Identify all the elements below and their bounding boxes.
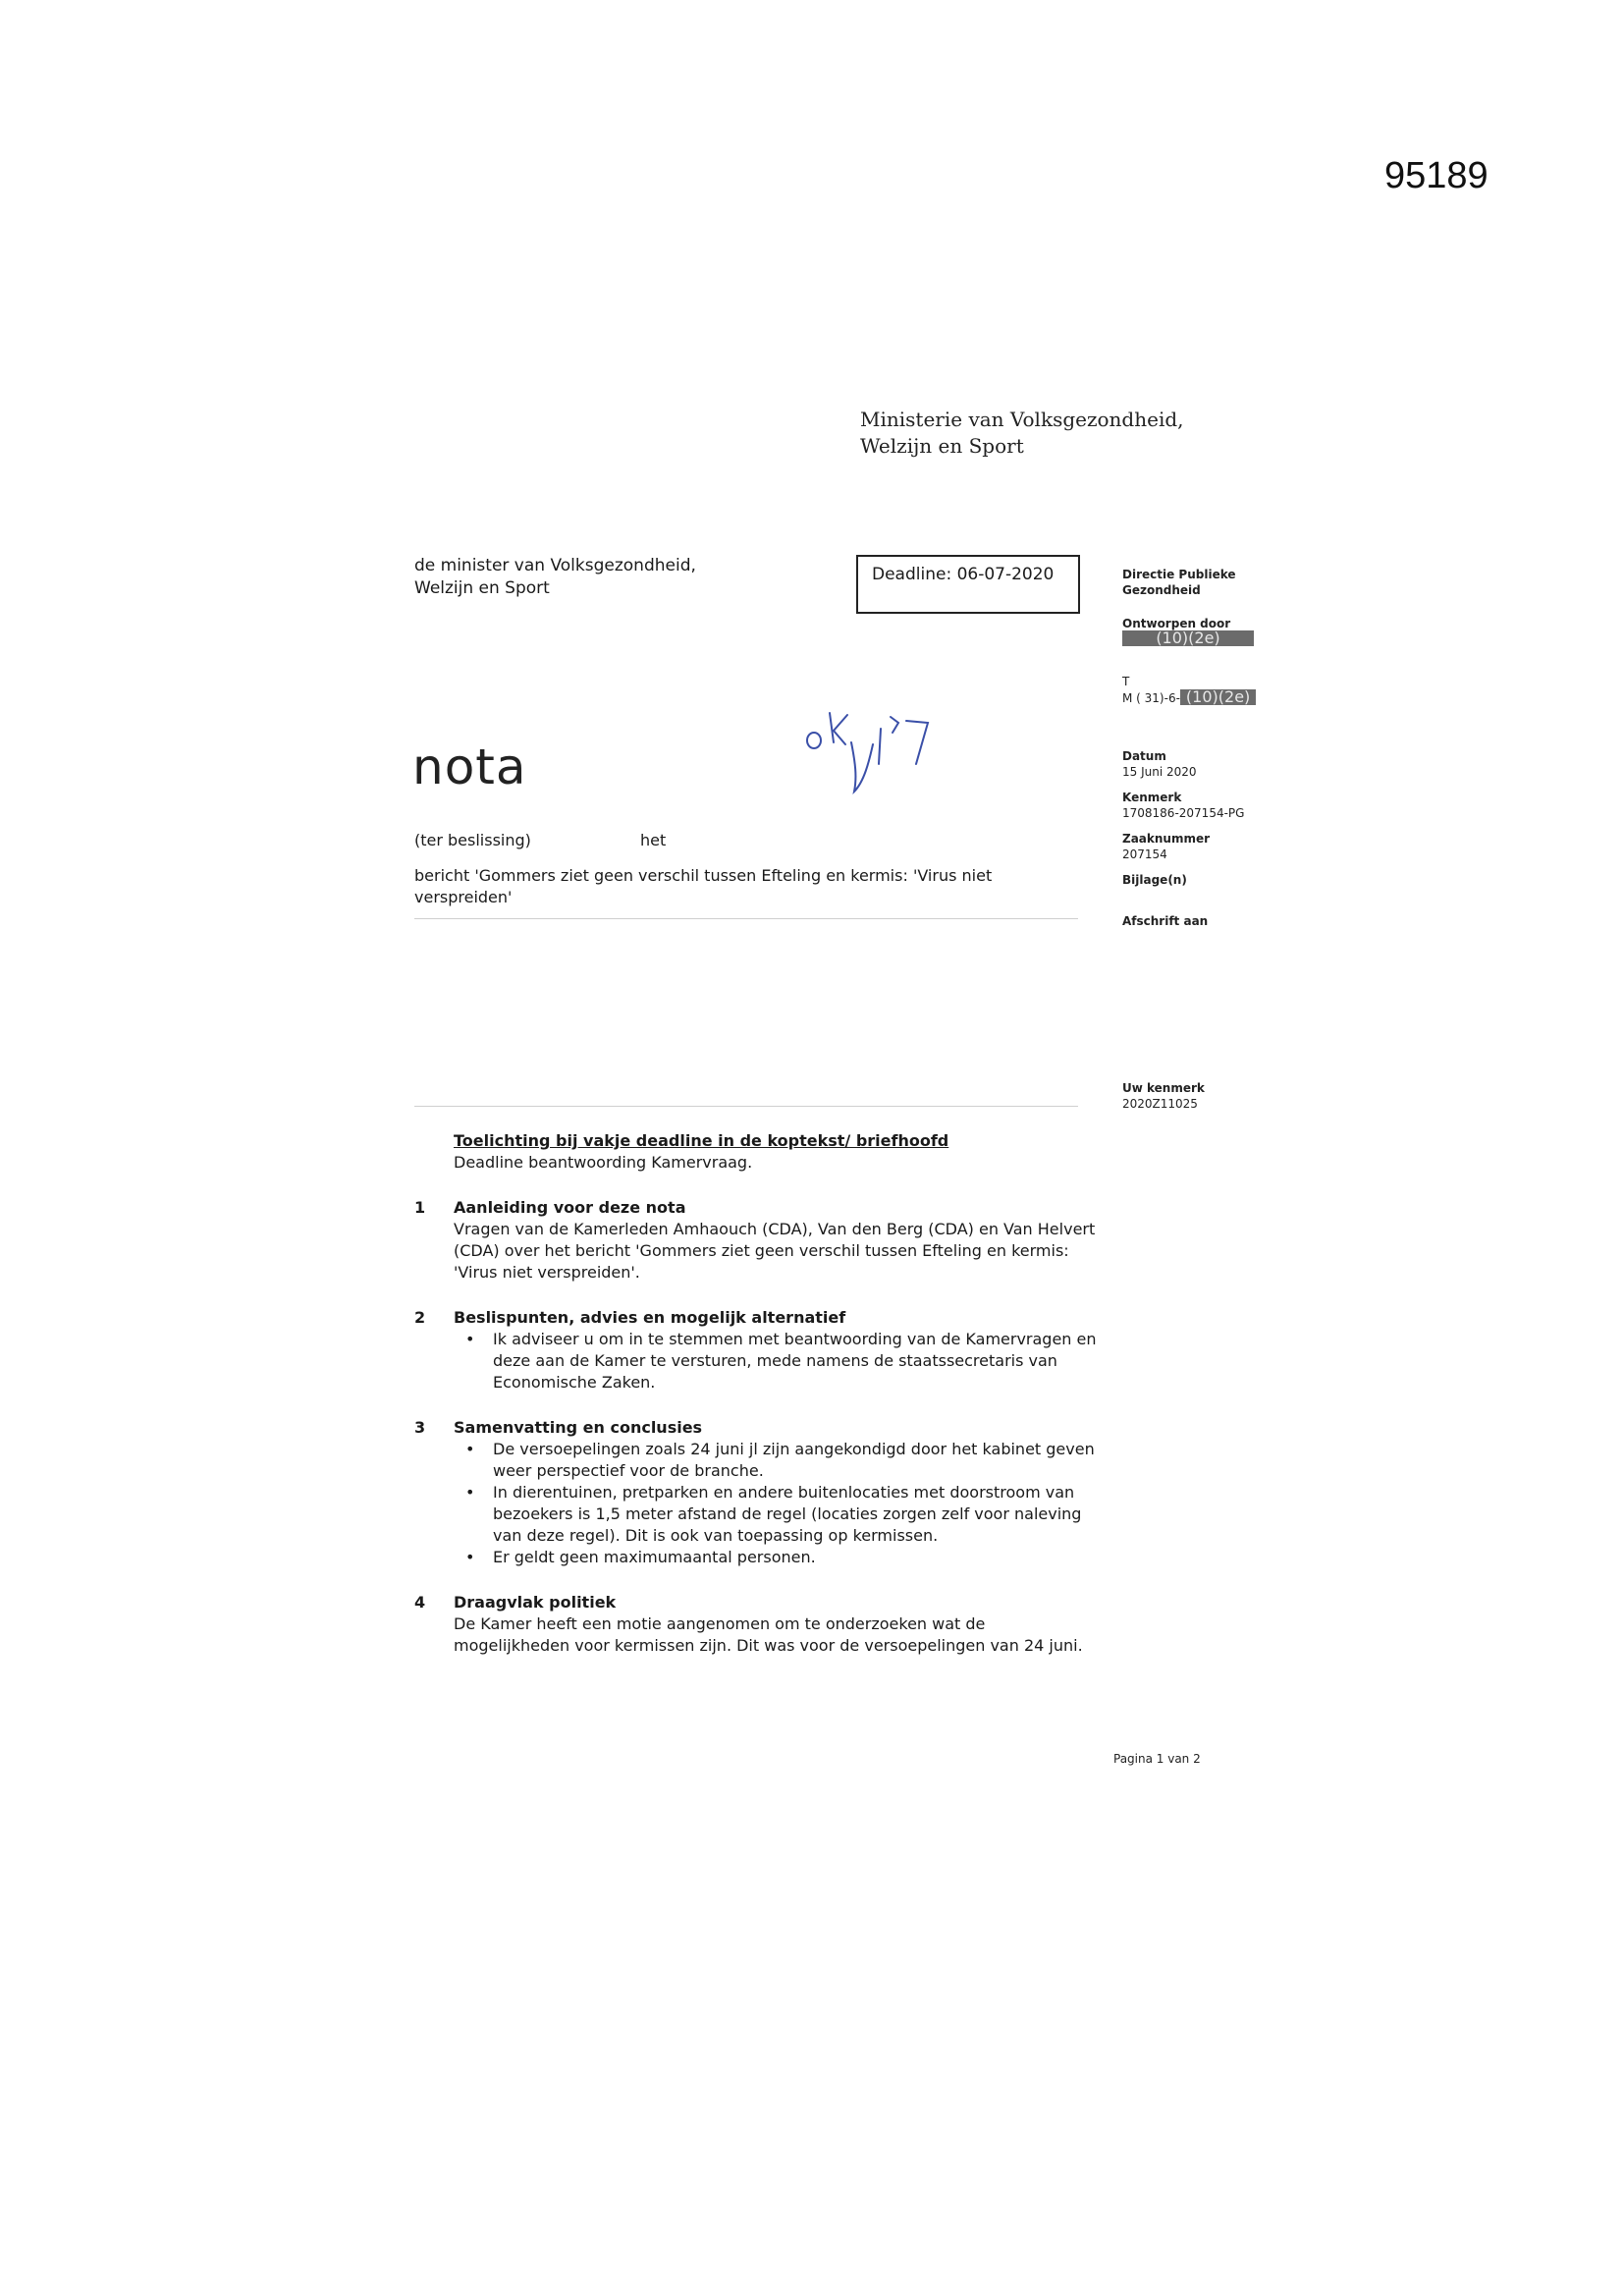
section-number: 2 (414, 1308, 426, 1327)
sidebar-datum (1122, 748, 1197, 780)
ministry-logo-text (860, 407, 1184, 460)
section-heading: Samenvatting en conclusies (454, 1418, 703, 1437)
t-label: T (1122, 675, 1130, 688)
redaction-block: (10)(2e) (1122, 630, 1254, 646)
list-item: • Er geldt geen maximumaantal personen. (493, 1547, 1102, 1568)
divider (414, 918, 1078, 919)
section-heading: Aanleiding voor deze nota (454, 1198, 686, 1217)
addressee-line-1: de minister van Volksgezondheid, (414, 556, 696, 575)
sidebar-phone (1122, 674, 1256, 706)
ministry-line-1: Ministerie van Volksgezondheid, (860, 408, 1184, 431)
nota-title: nota (412, 738, 527, 795)
bijlagen-label: Bijlage(n) (1122, 873, 1187, 887)
handwritten-approval-mark (800, 693, 977, 811)
zaaknummer-label: Zaaknummer (1122, 832, 1211, 846)
list-item: • In dierentuinen, pretparken en andere buitenlocaties met doorstroom van bezoekers is 1,5 meter afstand de regel (locaties zorgen zelf voor naleving van deze regel). Dit is ook van toepassing op kermissen. (493, 1482, 1102, 1547)
sidebar-ontworpen (1122, 616, 1254, 647)
datum-label: Datum (1122, 749, 1166, 763)
kenmerk-label: Kenmerk (1122, 791, 1182, 804)
decision-line (414, 831, 667, 849)
directie-line-2: Gezondheid (1122, 583, 1201, 597)
toelichting-text: Deadline beantwoording Kamervraag. (454, 1153, 753, 1172)
section-number: 3 (414, 1418, 426, 1437)
section-heading: Beslispunten, advies en mogelijk alternatief (454, 1308, 846, 1327)
directie-line-1: Directie Publieke (1122, 568, 1236, 581)
document-number: 95189 (1384, 155, 1489, 196)
bullet-list (454, 1439, 1102, 1568)
subject: bericht 'Gommers ziet geen verschil tussen Efteling en kermis: 'Virus niet verspreiden' (414, 866, 993, 906)
afschrift-label: Afschrift aan (1122, 914, 1209, 928)
datum-value: 15 Juni 2020 (1122, 765, 1197, 779)
deadline-box: Deadline: 06-07-2020 (856, 555, 1080, 614)
addressee (414, 555, 696, 600)
sidebar-zaaknummer (1122, 831, 1210, 862)
redaction-block: (10)(2e) (1180, 689, 1256, 705)
sidebar-directie (1122, 567, 1236, 598)
sidebar-uw-kenmerk (1122, 1080, 1205, 1112)
m-prefix: M ( 31)-6- (1122, 691, 1180, 705)
toelichting (454, 1130, 948, 1174)
section-4 (414, 1592, 1102, 1657)
list-item: • Ik adviseer u om in te stemmen met beantwoording van de Kamervragen en deze aan de Kamer te versturen, mede namens de staatssecretaris van Economische Zaken. (493, 1329, 1102, 1394)
zaaknummer-value: 207154 (1122, 847, 1167, 861)
section-1 (414, 1197, 1102, 1284)
kenmerk-value: 1708186-207154-PG (1122, 806, 1245, 820)
section-number: 1 (414, 1198, 426, 1217)
ontworpen-label: Ontworpen door (1122, 617, 1231, 630)
addressee-line-2: Welzijn en Sport (414, 578, 550, 598)
divider (414, 1106, 1078, 1107)
section-2 (414, 1307, 1102, 1394)
uw-kenmerk-value: 2020Z11025 (1122, 1097, 1198, 1111)
bullet-list (454, 1329, 1102, 1394)
sidebar-kenmerk (1122, 790, 1244, 821)
section-heading: Draagvlak politiek (454, 1593, 617, 1612)
sidebar-afschrift (1122, 913, 1208, 929)
section-text: Vragen van de Kamerleden Amhaouch (CDA), Van den Berg (CDA) en Van Helvert (CDA) over het bericht 'Gommers ziet geen verschil tussen Efteling en kermis: 'Virus niet verspreiden'. (454, 1220, 1096, 1282)
list-item: • De versoepelingen zoals 24 juni jl zijn aangekondigd door het kabinet geven weer perspectief voor de branche. (493, 1439, 1102, 1482)
toelichting-heading: Toelichting bij vakje deadline in de koptekst/ briefhoofd (454, 1131, 949, 1150)
section-text: De Kamer heeft een motie aangenomen om te onderzoeken wat de mogelijkheden voor kermissen zijn. Dit was voor de versoepelingen van 24 juni. (454, 1614, 1083, 1655)
page-number: Pagina 1 van 2 (1113, 1752, 1201, 1766)
section-3 (414, 1417, 1102, 1568)
decision-label: (ter beslissing) (414, 831, 531, 849)
ministry-line-2: Welzijn en Sport (860, 434, 1024, 458)
uw-kenmerk-label: Uw kenmerk (1122, 1081, 1205, 1095)
decision-het: het (640, 831, 667, 849)
section-number: 4 (414, 1593, 426, 1612)
sidebar-bijlagen (1122, 872, 1187, 888)
